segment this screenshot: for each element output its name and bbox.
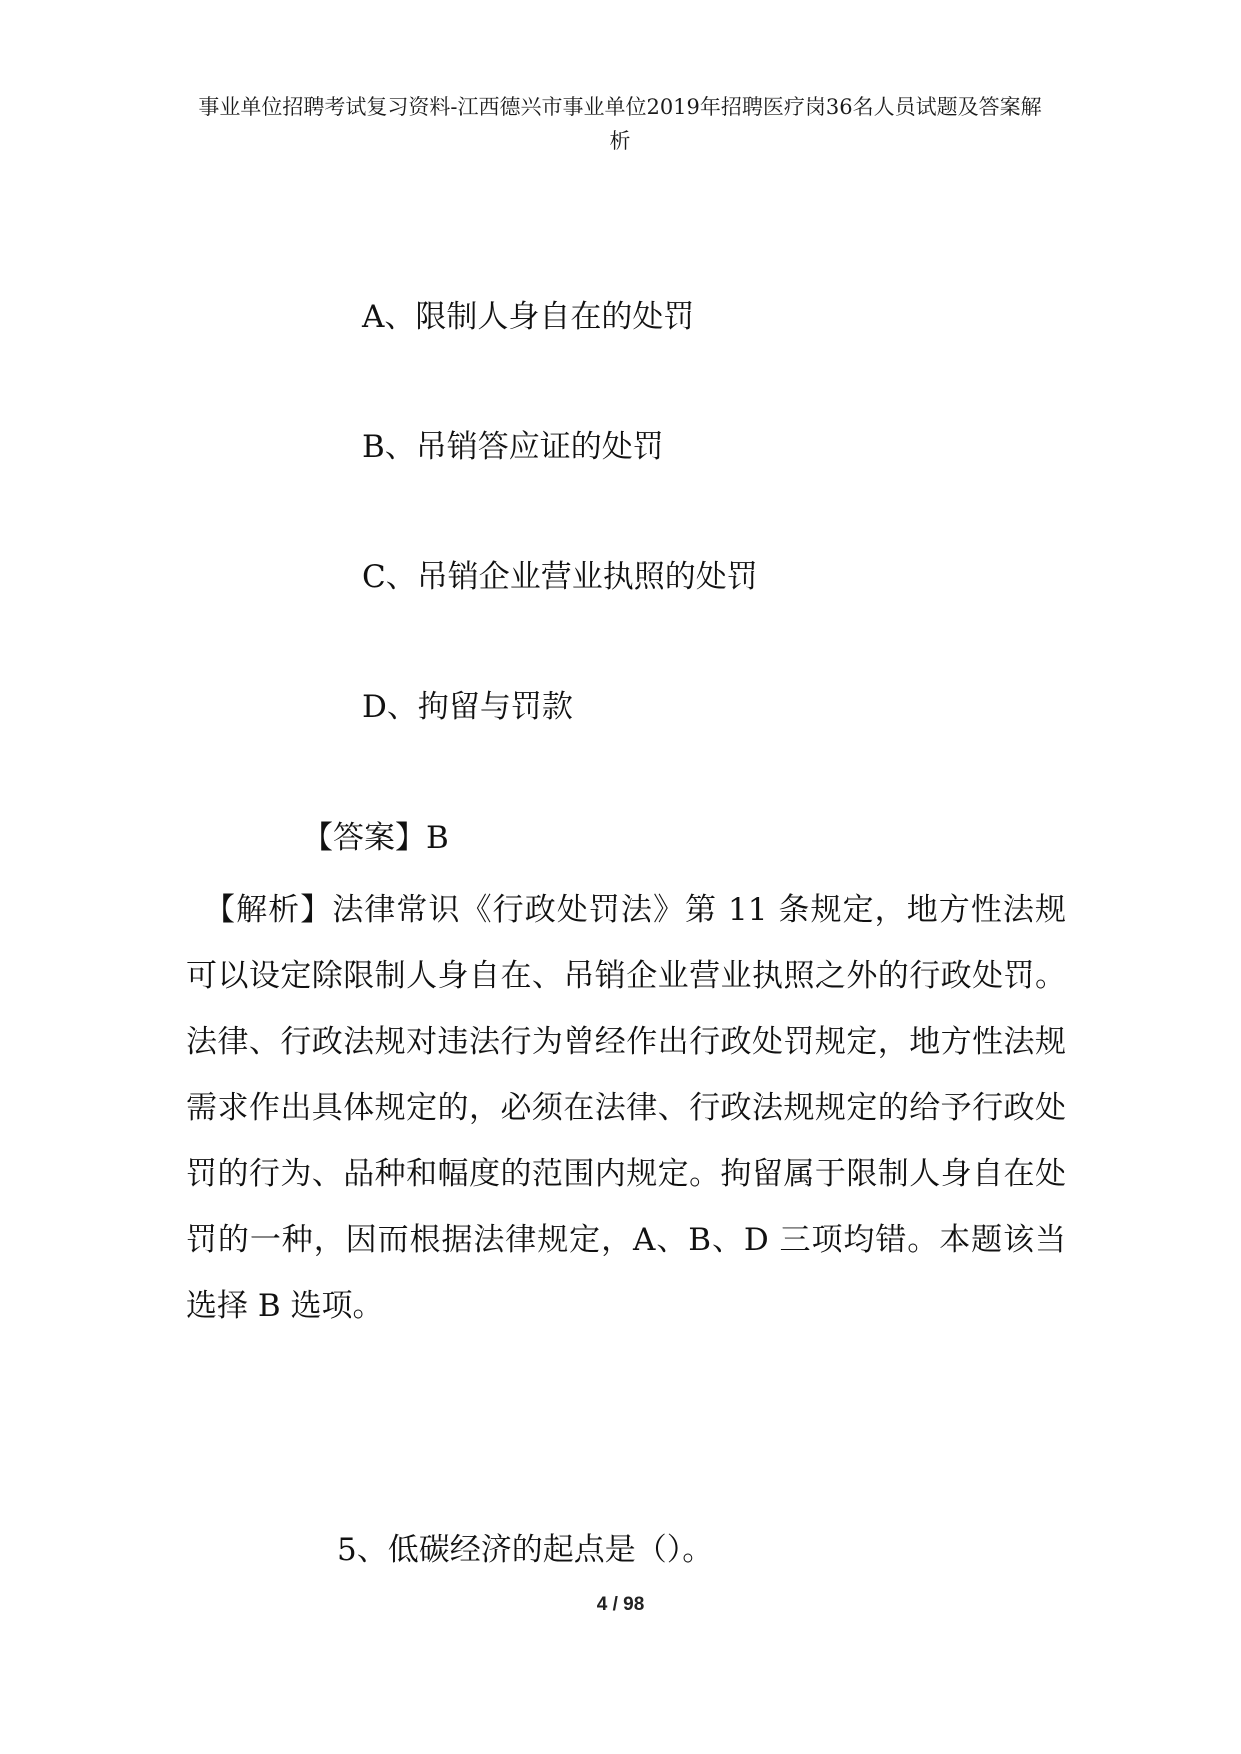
analysis-line: 可以设定除限制人身自在、吊销企业营业执照之外的行政处罚。 [186,958,1066,994]
option-a: A、限制人身自在的处罚 [362,299,695,335]
option-c: C、吊销企业营业执照的处罚 [362,559,758,595]
analysis-paragraph [186,877,1066,1339]
analysis-line: 罚的行为、品种和幅度的范围内规定。拘留属于限制人身自在处 [186,1156,1066,1192]
option-d: D、拘留与罚款 [362,689,573,725]
answer-line: 【答案】B [302,820,449,856]
header-title-line-2: 析 [609,129,631,153]
analysis-line: 选择 B 选项。 [186,1288,384,1324]
analysis-line: 法律、行政法规对违法行为曾经作出行政处罚规定，地方性法规 [186,1024,1066,1060]
page-number: 4 / 98 [596,1594,645,1615]
option-b: B、吊销答应证的处罚 [362,429,664,465]
analysis-line: 【解析】法律常识《行政处罚法》第 11 条规定，地方性法规 [204,892,1066,928]
header-title-line-1: 事业单位招聘考试复习资料-江西德兴市事业单位2019年招聘医疗岗36名人员试题及答案解 [198,95,1042,119]
analysis-line: 需求作出具体规定的，必须在法律、行政法规规定的给予行政处 [186,1090,1066,1126]
document-header [180,90,1060,158]
next-question: 5、低碳经济的起点是（）。 [337,1532,714,1568]
analysis-line: 罚的一种，因而根据法律规定，A、B、D 三项均错。本题该当 [186,1222,1066,1258]
